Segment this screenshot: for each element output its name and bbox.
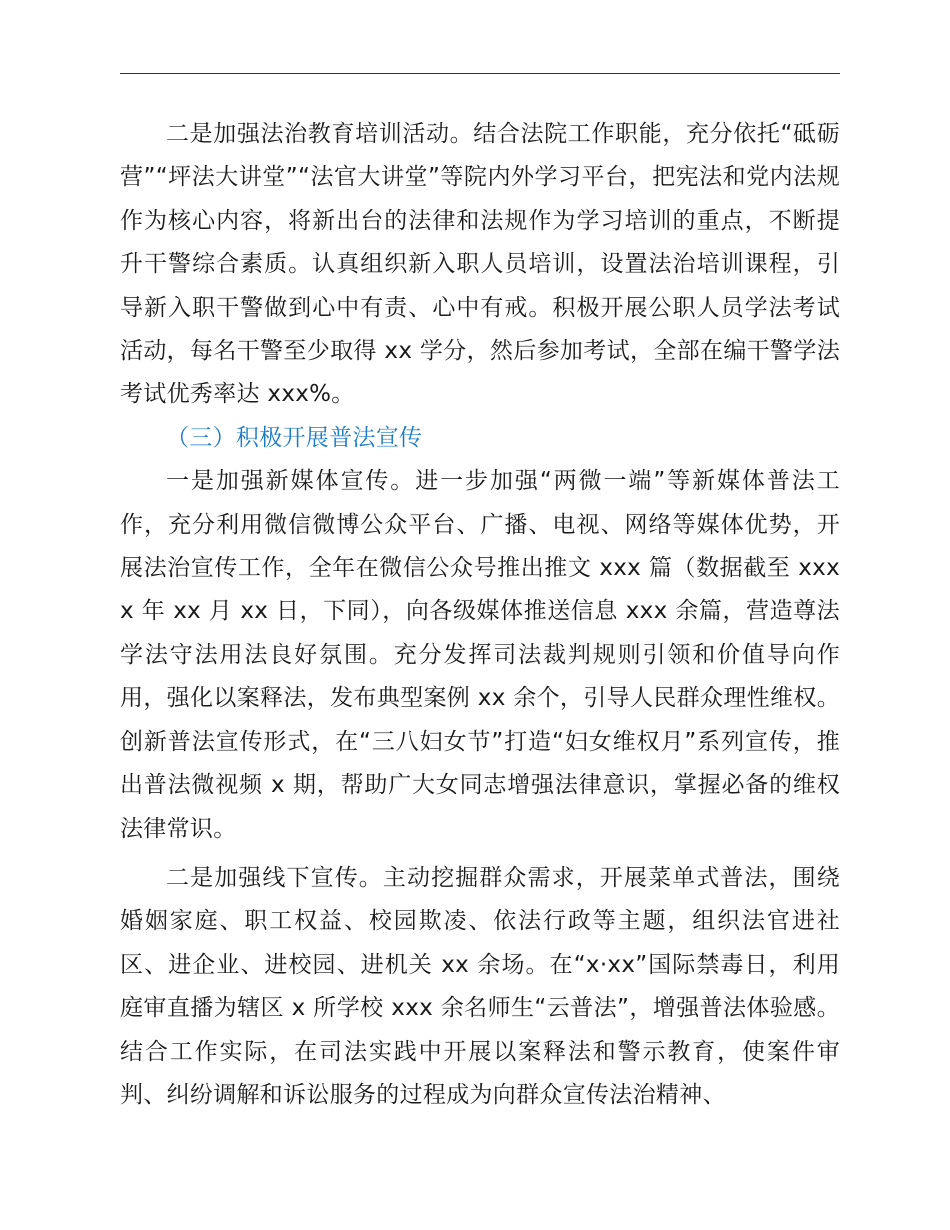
paragraph-new-media-publicity: 一是加强新媒体宣传。进一步加强“两微一端”等新媒体普法工作，充分利用微信微博公众平台、广播、电视、网络等媒体优势，开展法治宣传工作，全年在微信公众号推出推文 xxx 篇（数据截至 xxxx 年 xx 月 xx 日，下同），向各级媒体推送信息 xxx 余篇，营造尊法学法守法用法良好氛围。充分发挥司法裁判规则引领和价值导向作用，强化以案释法，发布典型案例 xx 余个，引导人民群众理性维权。创新普法宣传形式，在“三八妇女节”打造“妇女维权月”系列宣传，推出普法微视频 x 期，帮助广大女同志增强法律意识，掌握必备的维权法律常识。 [120,468,840,842]
section-heading-legal-publicity: （三）积极开展普法宣传 [166,424,423,451]
paragraph-offline-publicity: 二是加强线下宣传。主动挖掘群众需求，开展菜单式普法，围绕婚姻家庭、职工权益、校园欺凌、依法行政等主题，组织法官进社区、进企业、进校园、进机关 xx 余场。在“x·xx”国际禁毒日，利用庭审直播为辖区 x 所学校 xxx 余名师生“云普法”，增强普法体验感。结合工作实际，在司法实践中开展以案释法和警示教育，使案件审判、纠纷调解和诉讼服务的过程成为向群众宣传法治精神、 [120,864,840,1108]
header-rule [120,73,840,74]
document-body [120,113,840,1117]
paragraph-legal-education-training: 二是加强法治教育培训活动。结合法院工作职能，充分依托“砥砺营”“坪法大讲堂”“法官大讲堂”等院内外学习平台，把宪法和党内法规作为核心内容，将新出台的法律和法规作为学习培训的重点，不断提升干警综合素质。认真组织新入职人员培训，设置法治培训课程，引导新入职干警做到心中有责、心中有戒。积极开展公职人员学法考试活动，每名干警至少取得 xx 学分，然后参加考试，全部在编干警学法考试优秀率达 xxx%。 [120,121,840,408]
